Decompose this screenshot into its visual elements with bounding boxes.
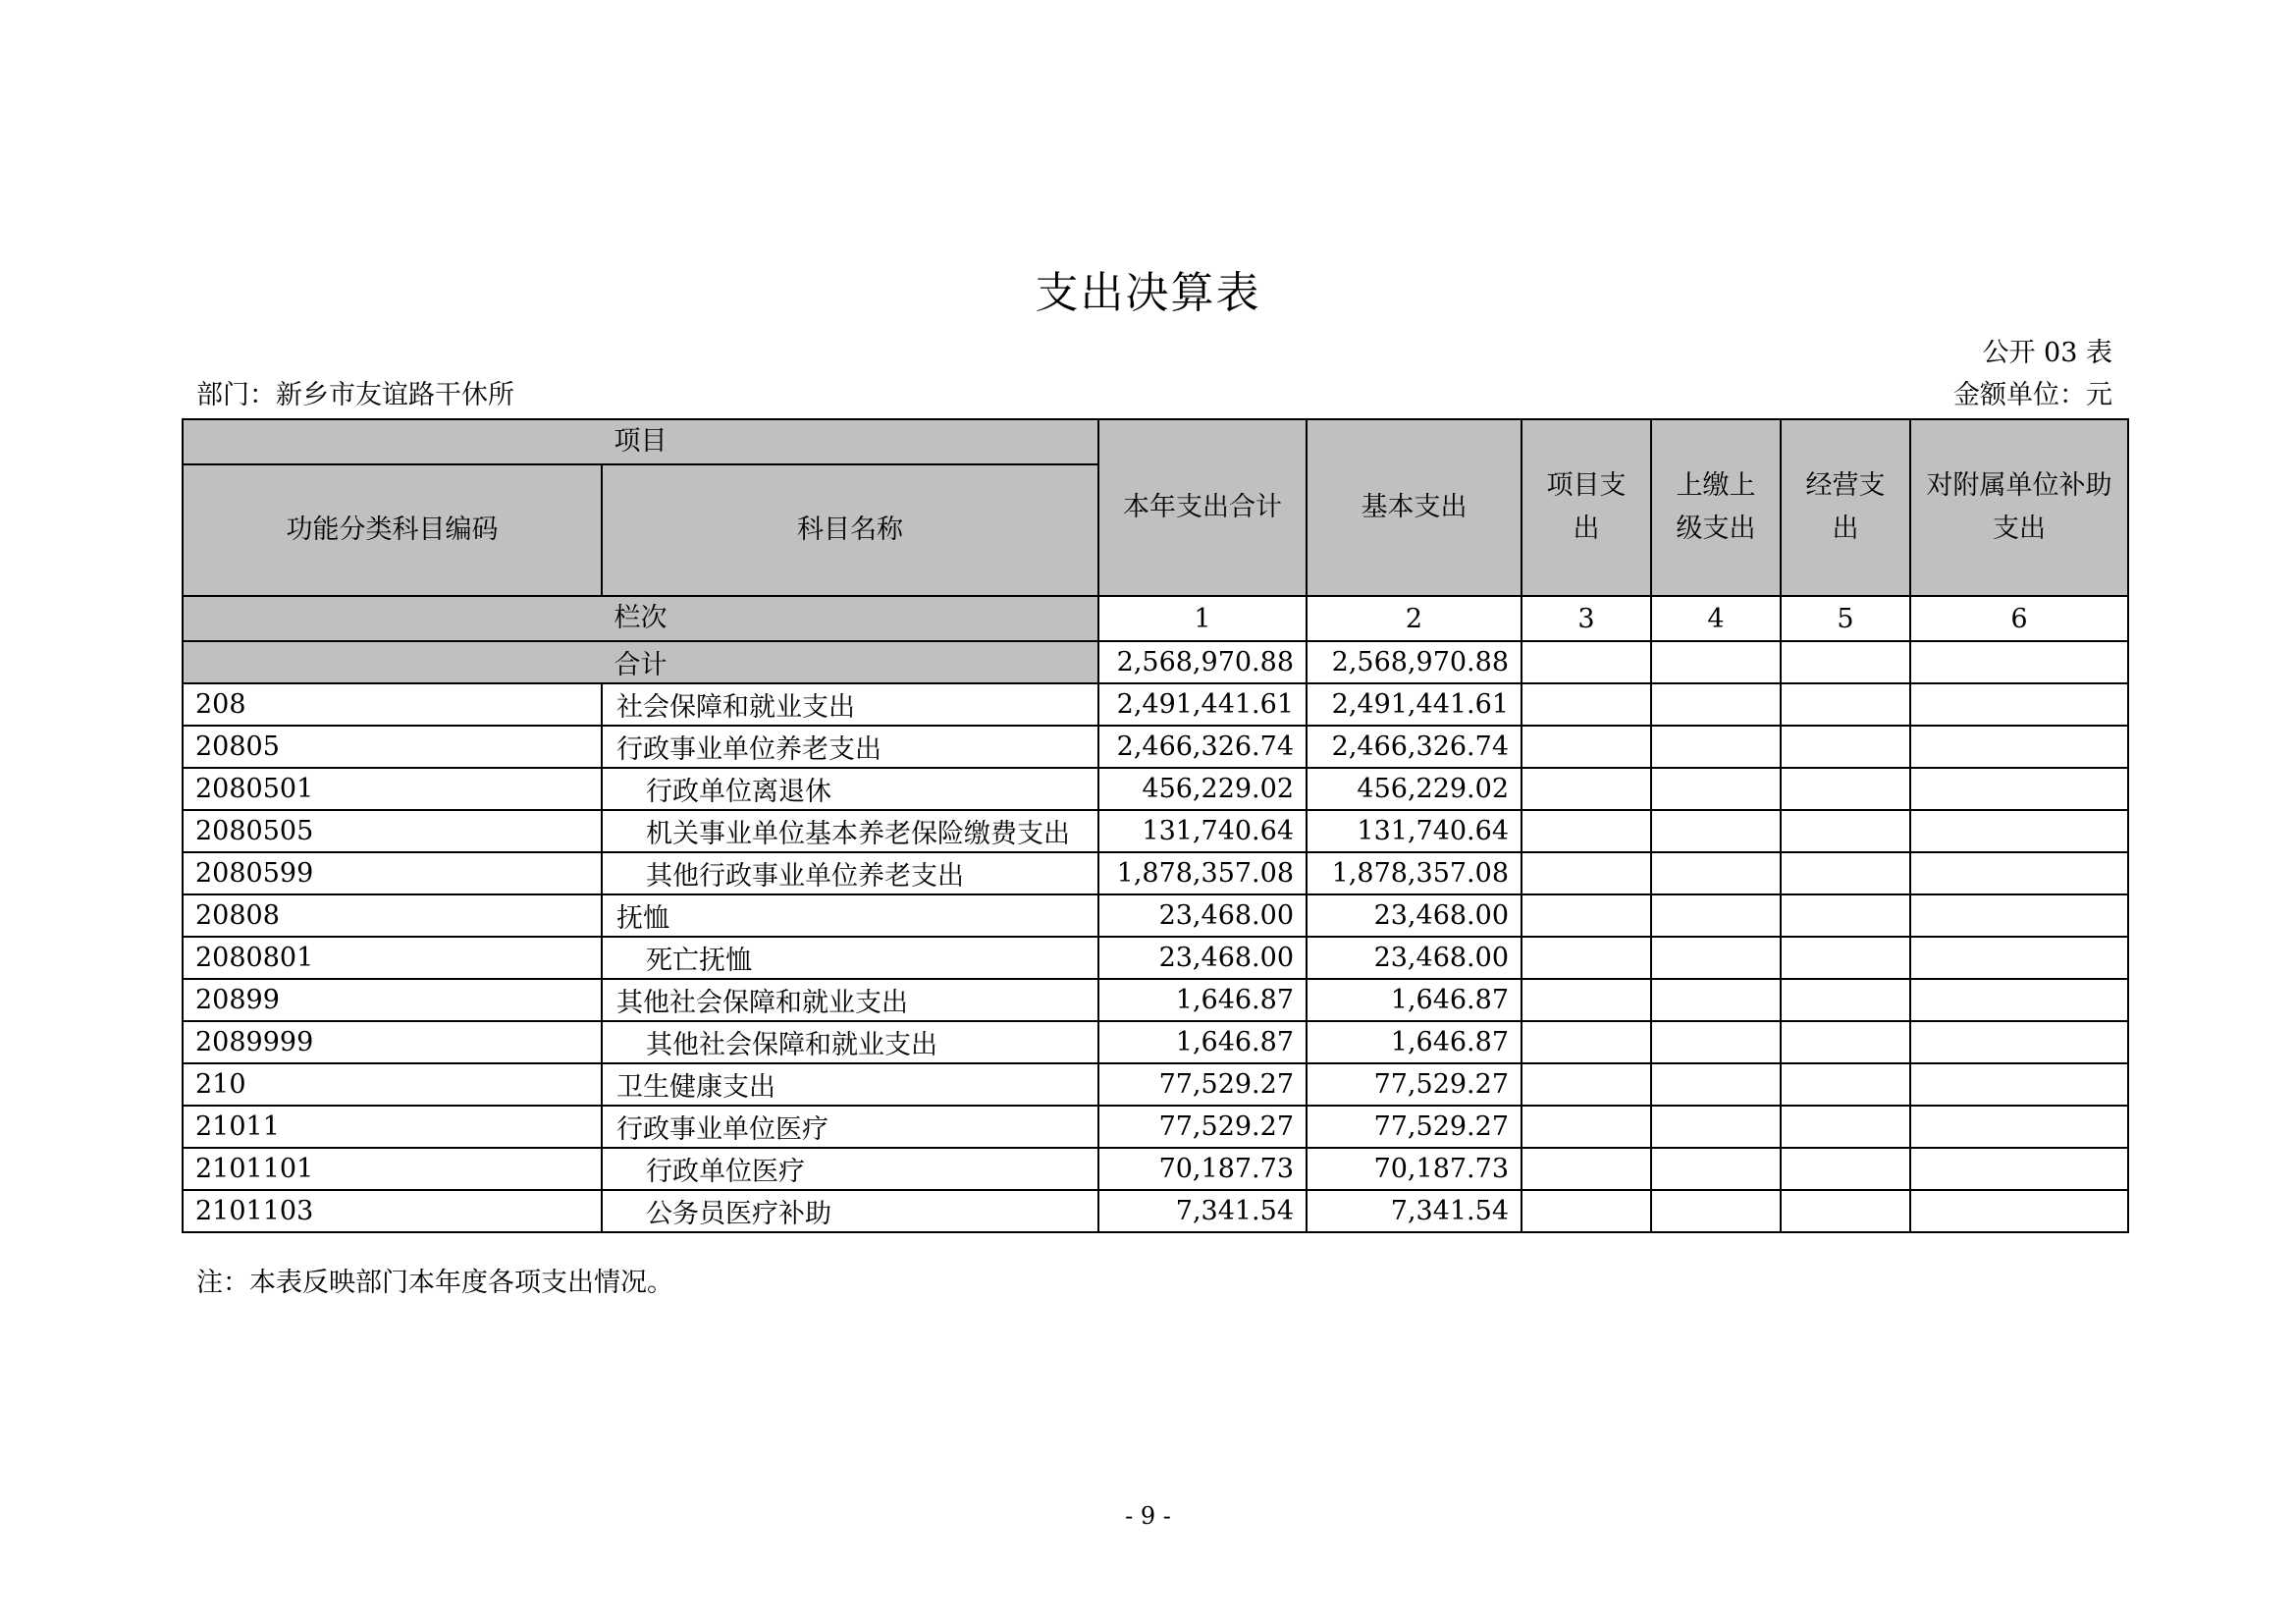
empty-cell: [1651, 979, 1781, 1021]
cell-name: 其他行政事业单位养老支出: [602, 852, 1098, 894]
cell-basic: 23,468.00: [1307, 894, 1522, 937]
table-row: [183, 852, 2128, 894]
empty-cell: [1910, 1190, 2128, 1232]
table-row: [183, 1021, 2128, 1063]
empty-cell: [1910, 810, 2128, 852]
cell-name: 行政事业单位医疗: [602, 1106, 1098, 1148]
empty-cell: [1522, 894, 1651, 937]
empty-cell: [1522, 641, 1651, 683]
department-label: 部门：新乡市友谊路干休所: [196, 380, 514, 410]
cell-name: 其他社会保障和就业支出: [602, 979, 1098, 1021]
header-project-expenditure: 项目支出: [1522, 419, 1651, 596]
empty-cell: [1781, 683, 1910, 726]
empty-cell: [1522, 726, 1651, 768]
cell-total: 23,468.00: [1098, 894, 1307, 937]
header-remit-upper: 上缴上级支出: [1651, 419, 1781, 596]
cell-code: 2080599: [183, 852, 602, 894]
cell-basic: 23,468.00: [1307, 937, 1522, 979]
empty-cell: [1781, 726, 1910, 768]
table-row: [183, 1148, 2128, 1190]
cell-name: 行政单位离退休: [602, 768, 1098, 810]
empty-cell: [1651, 852, 1781, 894]
cell-name: 公务员医疗补助: [602, 1190, 1098, 1232]
cell-total: 1,646.87: [1098, 1021, 1307, 1063]
empty-cell: [1910, 726, 2128, 768]
empty-cell: [1781, 852, 1910, 894]
index-col: 5: [1781, 596, 1910, 641]
index-col: 4: [1651, 596, 1781, 641]
cell-total: 131,740.64: [1098, 810, 1307, 852]
cell-basic: 77,529.27: [1307, 1063, 1522, 1106]
cell-total: 2,491,441.61: [1098, 683, 1307, 726]
expenditure-table: [182, 418, 2129, 1233]
empty-cell: [1910, 768, 2128, 810]
empty-cell: [1910, 1021, 2128, 1063]
empty-cell: [1651, 768, 1781, 810]
empty-cell: [1910, 979, 2128, 1021]
empty-cell: [1781, 1021, 1910, 1063]
cell-code: 2101101: [183, 1148, 602, 1190]
header-project: 项目: [183, 419, 1098, 464]
cell-name: 死亡抚恤: [602, 937, 1098, 979]
cell-code: 2089999: [183, 1021, 602, 1063]
unit-label: 金额单位：元: [1953, 380, 2112, 410]
page-number: - 9 -: [1125, 1502, 1171, 1530]
empty-cell: [1781, 894, 1910, 937]
empty-cell: [1522, 852, 1651, 894]
empty-cell: [1651, 1148, 1781, 1190]
empty-cell: [1522, 1021, 1651, 1063]
cell-total: 70,187.73: [1098, 1148, 1307, 1190]
empty-cell: [1522, 937, 1651, 979]
empty-cell: [1651, 1021, 1781, 1063]
table-number: 公开 03 表: [1982, 338, 2112, 368]
cell-code: 2101103: [183, 1190, 602, 1232]
total-amount: 2,568,970.88: [1098, 641, 1307, 683]
cell-code: 210: [183, 1063, 602, 1106]
empty-cell: [1910, 852, 2128, 894]
empty-cell: [1781, 1190, 1910, 1232]
empty-cell: [1522, 1190, 1651, 1232]
cell-basic: 1,878,357.08: [1307, 852, 1522, 894]
cell-basic: 77,529.27: [1307, 1106, 1522, 1148]
cell-name: 其他社会保障和就业支出: [602, 1021, 1098, 1063]
empty-cell: [1781, 937, 1910, 979]
empty-cell: [1651, 894, 1781, 937]
empty-cell: [1781, 810, 1910, 852]
cell-code: 208: [183, 683, 602, 726]
cell-code: 20805: [183, 726, 602, 768]
cell-basic: 1,646.87: [1307, 979, 1522, 1021]
cell-total: 1,646.87: [1098, 979, 1307, 1021]
empty-cell: [1910, 1148, 2128, 1190]
cell-basic: 2,491,441.61: [1307, 683, 1522, 726]
empty-cell: [1781, 1148, 1910, 1190]
empty-cell: [1910, 1063, 2128, 1106]
page-title: 支出决算表: [1035, 268, 1261, 318]
empty-cell: [1781, 1106, 1910, 1148]
empty-cell: [1910, 1106, 2128, 1148]
cell-basic: 1,646.87: [1307, 1021, 1522, 1063]
empty-cell: [1522, 1148, 1651, 1190]
empty-cell: [1651, 641, 1781, 683]
table-row: [183, 1190, 2128, 1232]
cell-code: 2080501: [183, 768, 602, 810]
header-basic: 基本支出: [1307, 419, 1522, 596]
empty-cell: [1651, 726, 1781, 768]
cell-code: 2080505: [183, 810, 602, 852]
cell-code: 2080801: [183, 937, 602, 979]
empty-cell: [1651, 1063, 1781, 1106]
total-label: 合计: [183, 641, 1098, 683]
header-business: 经营支出: [1781, 419, 1910, 596]
empty-cell: [1522, 683, 1651, 726]
total-row: [183, 641, 2128, 683]
index-label: 栏次: [183, 596, 1098, 641]
empty-cell: [1910, 937, 2128, 979]
footnote: 注：本表反映部门本年度各项支出情况。: [196, 1268, 673, 1298]
cell-basic: 70,187.73: [1307, 1148, 1522, 1190]
cell-basic: 7,341.54: [1307, 1190, 1522, 1232]
cell-total: 77,529.27: [1098, 1063, 1307, 1106]
cell-basic: 2,466,326.74: [1307, 726, 1522, 768]
table-row: [183, 810, 2128, 852]
empty-cell: [1522, 768, 1651, 810]
empty-cell: [1781, 641, 1910, 683]
header-name: 科目名称: [602, 464, 1098, 596]
cell-basic: 456,229.02: [1307, 768, 1522, 810]
empty-cell: [1910, 894, 2128, 937]
table-row: [183, 768, 2128, 810]
header-subsidy: 对附属单位补助支出: [1910, 419, 2128, 596]
index-col: 2: [1307, 596, 1522, 641]
index-col: 3: [1522, 596, 1651, 641]
table-row: [183, 979, 2128, 1021]
cell-total: 456,229.02: [1098, 768, 1307, 810]
cell-name: 行政事业单位养老支出: [602, 726, 1098, 768]
table-row: [183, 726, 2128, 768]
cell-basic: 131,740.64: [1307, 810, 1522, 852]
header-total: 本年支出合计: [1098, 419, 1307, 596]
table-row: [183, 1063, 2128, 1106]
table-row: [183, 937, 2128, 979]
empty-cell: [1651, 683, 1781, 726]
cell-total: 1,878,357.08: [1098, 852, 1307, 894]
cell-total: 7,341.54: [1098, 1190, 1307, 1232]
empty-cell: [1651, 1190, 1781, 1232]
empty-cell: [1781, 979, 1910, 1021]
empty-cell: [1781, 768, 1910, 810]
index-col: 1: [1098, 596, 1307, 641]
index-col: 6: [1910, 596, 2128, 641]
empty-cell: [1651, 810, 1781, 852]
cell-code: 21011: [183, 1106, 602, 1148]
header-code: 功能分类科目编码: [183, 464, 602, 596]
empty-cell: [1522, 979, 1651, 1021]
cell-total: 2,466,326.74: [1098, 726, 1307, 768]
cell-name: 行政单位医疗: [602, 1148, 1098, 1190]
empty-cell: [1910, 641, 2128, 683]
total-basic: 2,568,970.88: [1307, 641, 1522, 683]
cell-total: 23,468.00: [1098, 937, 1307, 979]
cell-name: 卫生健康支出: [602, 1063, 1098, 1106]
cell-name: 机关事业单位基本养老保险缴费支出: [602, 810, 1098, 852]
empty-cell: [1651, 937, 1781, 979]
empty-cell: [1522, 810, 1651, 852]
empty-cell: [1910, 683, 2128, 726]
empty-cell: [1781, 1063, 1910, 1106]
cell-name: 抚恤: [602, 894, 1098, 937]
cell-total: 77,529.27: [1098, 1106, 1307, 1148]
table-row: [183, 894, 2128, 937]
table-row: [183, 683, 2128, 726]
empty-cell: [1651, 1106, 1781, 1148]
table-row: [183, 1106, 2128, 1148]
cell-name: 社会保障和就业支出: [602, 683, 1098, 726]
cell-code: 20808: [183, 894, 602, 937]
empty-cell: [1522, 1106, 1651, 1148]
empty-cell: [1522, 1063, 1651, 1106]
cell-code: 20899: [183, 979, 602, 1021]
